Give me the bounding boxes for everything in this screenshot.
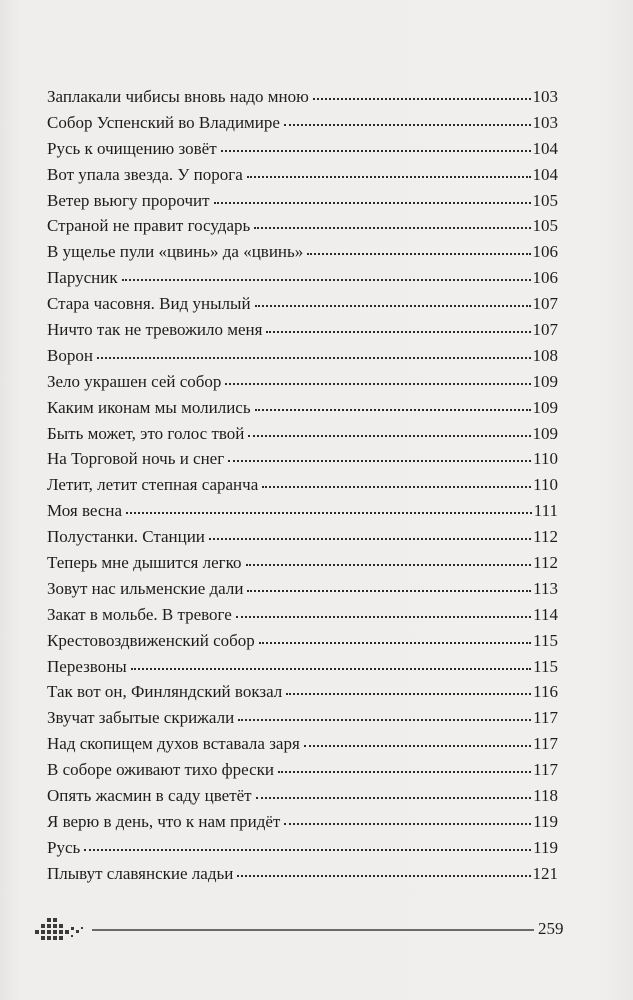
toc-entry [47, 317, 558, 343]
toc-leader [246, 554, 532, 568]
toc-leader [214, 192, 531, 206]
toc-entry-page: 117 [533, 760, 558, 780]
toc-entry [47, 188, 558, 214]
toc-entry-page: 105 [532, 190, 558, 210]
toc-entry [47, 265, 558, 291]
toc-entry [47, 705, 558, 731]
toc-entry-title: Русь [47, 837, 81, 857]
toc-entry-page: 112 [533, 553, 558, 573]
page-footer [30, 916, 570, 944]
toc-leader [122, 269, 531, 283]
toc-entry-title: Ветер вьюгу пророчит [47, 190, 210, 210]
table-of-contents [47, 84, 558, 887]
toc-leader [237, 865, 530, 879]
toc-entry-title: Плывут славянские ладьи [47, 863, 234, 883]
toc-entry-page: 106 [532, 242, 558, 262]
toc-entry [47, 731, 558, 757]
toc-entry [47, 213, 558, 239]
toc-leader [284, 114, 531, 128]
toc-entry-title: Я верю в день, что к нам придёт [47, 811, 281, 831]
toc-entry-page: 107 [532, 320, 558, 340]
toc-entry [47, 162, 558, 188]
toc-entry-title: Перезвоны [47, 656, 127, 676]
toc-leader [236, 606, 531, 620]
toc-entry [47, 446, 558, 472]
toc-entry-title: Парусник [47, 268, 118, 288]
toc-entry-title: Так вот он, Финляндский вокзал [47, 682, 283, 702]
toc-entry-title: Закат в мольбе. В тревоге [47, 604, 232, 624]
toc-entry-title: Вот упала звезда. У порога [47, 164, 243, 184]
toc-entry-page: 116 [533, 682, 558, 702]
toc-entry-title: Крестовоздвиженский собор [47, 630, 255, 650]
toc-entry [47, 343, 558, 369]
toc-entry-title: Русь к очищению зовёт [47, 138, 217, 158]
toc-leader [209, 528, 531, 542]
toc-leader [284, 813, 531, 827]
toc-entry-title: Ворон [47, 345, 93, 365]
toc-entry-title: Над скопищем духов вставала заря [47, 734, 300, 754]
toc-entry-page: 109 [532, 371, 558, 391]
toc-entry-page: 110 [533, 449, 558, 469]
toc-entry-title: Летит, летит степная саранча [47, 475, 259, 495]
toc-entry [47, 654, 558, 680]
toc-leader [84, 839, 531, 853]
toc-entry-title: Быть может, это голос твой [47, 423, 245, 443]
toc-leader [286, 683, 531, 697]
toc-leader [248, 425, 530, 439]
toc-entry-page: 104 [532, 138, 558, 158]
toc-leader [247, 580, 531, 594]
toc-entry-page: 119 [533, 811, 558, 831]
toc-entry-page: 114 [533, 604, 558, 624]
toc-entry-page: 105 [532, 216, 558, 236]
diamond-dot-ornament-icon [30, 916, 86, 944]
toc-entry [47, 136, 558, 162]
toc-entry [47, 84, 558, 110]
toc-entry-title: Ничто так не тревожило меня [47, 320, 263, 340]
toc-leader [256, 787, 532, 801]
toc-entry-title: Звучат забытые скрижали [47, 708, 235, 728]
toc-entry-page: 111 [533, 501, 558, 521]
toc-entry-page: 108 [532, 345, 558, 365]
toc-leader [307, 243, 530, 257]
toc-entry [47, 679, 558, 705]
toc-entry [47, 602, 558, 628]
toc-entry-page: 112 [533, 527, 558, 547]
toc-leader [131, 658, 531, 672]
toc-entry-page: 106 [532, 268, 558, 288]
toc-entry [47, 369, 558, 395]
toc-leader [266, 321, 530, 335]
toc-entry [47, 498, 558, 524]
toc-entry-page: 103 [532, 87, 558, 106]
toc-leader [255, 295, 531, 309]
toc-entry [47, 421, 558, 447]
toc-entry-title: Теперь мне дышится легко [47, 553, 242, 573]
toc-entry [47, 239, 558, 265]
page-number: 259 [538, 919, 564, 938]
toc-entry-title: На Торговой ночь и снег [47, 449, 225, 469]
toc-entry-title: В ущелье пули «цвинь» да «цвинь» [47, 242, 304, 262]
toc-entry-page: 104 [532, 164, 558, 184]
toc-entry-page: 103 [532, 112, 558, 132]
toc-leader [238, 709, 531, 723]
toc-entry-title: Заплакали чибисы вновь надо мною [47, 87, 309, 106]
toc-leader [313, 88, 531, 102]
toc-entry [47, 835, 558, 861]
toc-entry-page: 115 [533, 656, 558, 676]
toc-leader [255, 399, 531, 413]
toc-entry-page: 109 [532, 423, 558, 443]
toc-entry-page: 119 [533, 837, 558, 857]
toc-entry-page: 121 [532, 863, 558, 883]
toc-leader [278, 761, 531, 775]
toc-entry [47, 110, 558, 136]
toc-entry [47, 809, 558, 835]
toc-leader [259, 632, 531, 646]
toc-entry [47, 861, 558, 887]
toc-entry-title: Каким иконам мы молились [47, 397, 251, 417]
toc-leader [221, 140, 531, 154]
toc-entry [47, 783, 558, 809]
toc-entry [47, 576, 558, 602]
toc-entry-page: 109 [532, 397, 558, 417]
toc-leader [126, 502, 532, 516]
toc-entry-page: 117 [533, 708, 558, 728]
toc-entry-title: Полустанки. Станции [47, 527, 205, 547]
toc-leader [225, 373, 530, 387]
toc-entry-title: Зовут нас ильменские дали [47, 578, 244, 598]
toc-entry [47, 472, 558, 498]
toc-entry [47, 395, 558, 421]
toc-entry [47, 757, 558, 783]
toc-entry [47, 628, 558, 654]
toc-entry-page: 110 [533, 475, 558, 495]
toc-leader [262, 476, 531, 490]
toc-entry-title: Собор Успенский во Владимире [47, 112, 280, 132]
toc-leader [254, 217, 530, 231]
toc-leader [304, 735, 531, 749]
toc-entry-title: Страной не правит государь [47, 216, 251, 236]
toc-entry [47, 524, 558, 550]
toc-entry-page: 118 [533, 786, 558, 806]
toc-entry-title: Моя весна [47, 501, 123, 521]
toc-entry-page: 117 [533, 734, 558, 754]
toc-entry-page: 115 [533, 630, 558, 650]
toc-entry-title: Опять жасмин в саду цветёт [47, 786, 252, 806]
toc-entry-title: Зело украшен сей собор [47, 371, 222, 391]
toc-entry-title: В соборе оживают тихо фрески [47, 760, 275, 780]
toc-entry-page: 113 [533, 578, 558, 598]
toc-entry-title: Стара часовня. Вид унылый [47, 294, 251, 314]
toc-leader [228, 450, 531, 464]
footer-rule [92, 929, 534, 931]
toc-leader [97, 347, 531, 361]
toc-entry [47, 291, 558, 317]
toc-entry [47, 550, 558, 576]
toc-leader [247, 166, 531, 180]
toc-entry-page: 107 [532, 294, 558, 314]
